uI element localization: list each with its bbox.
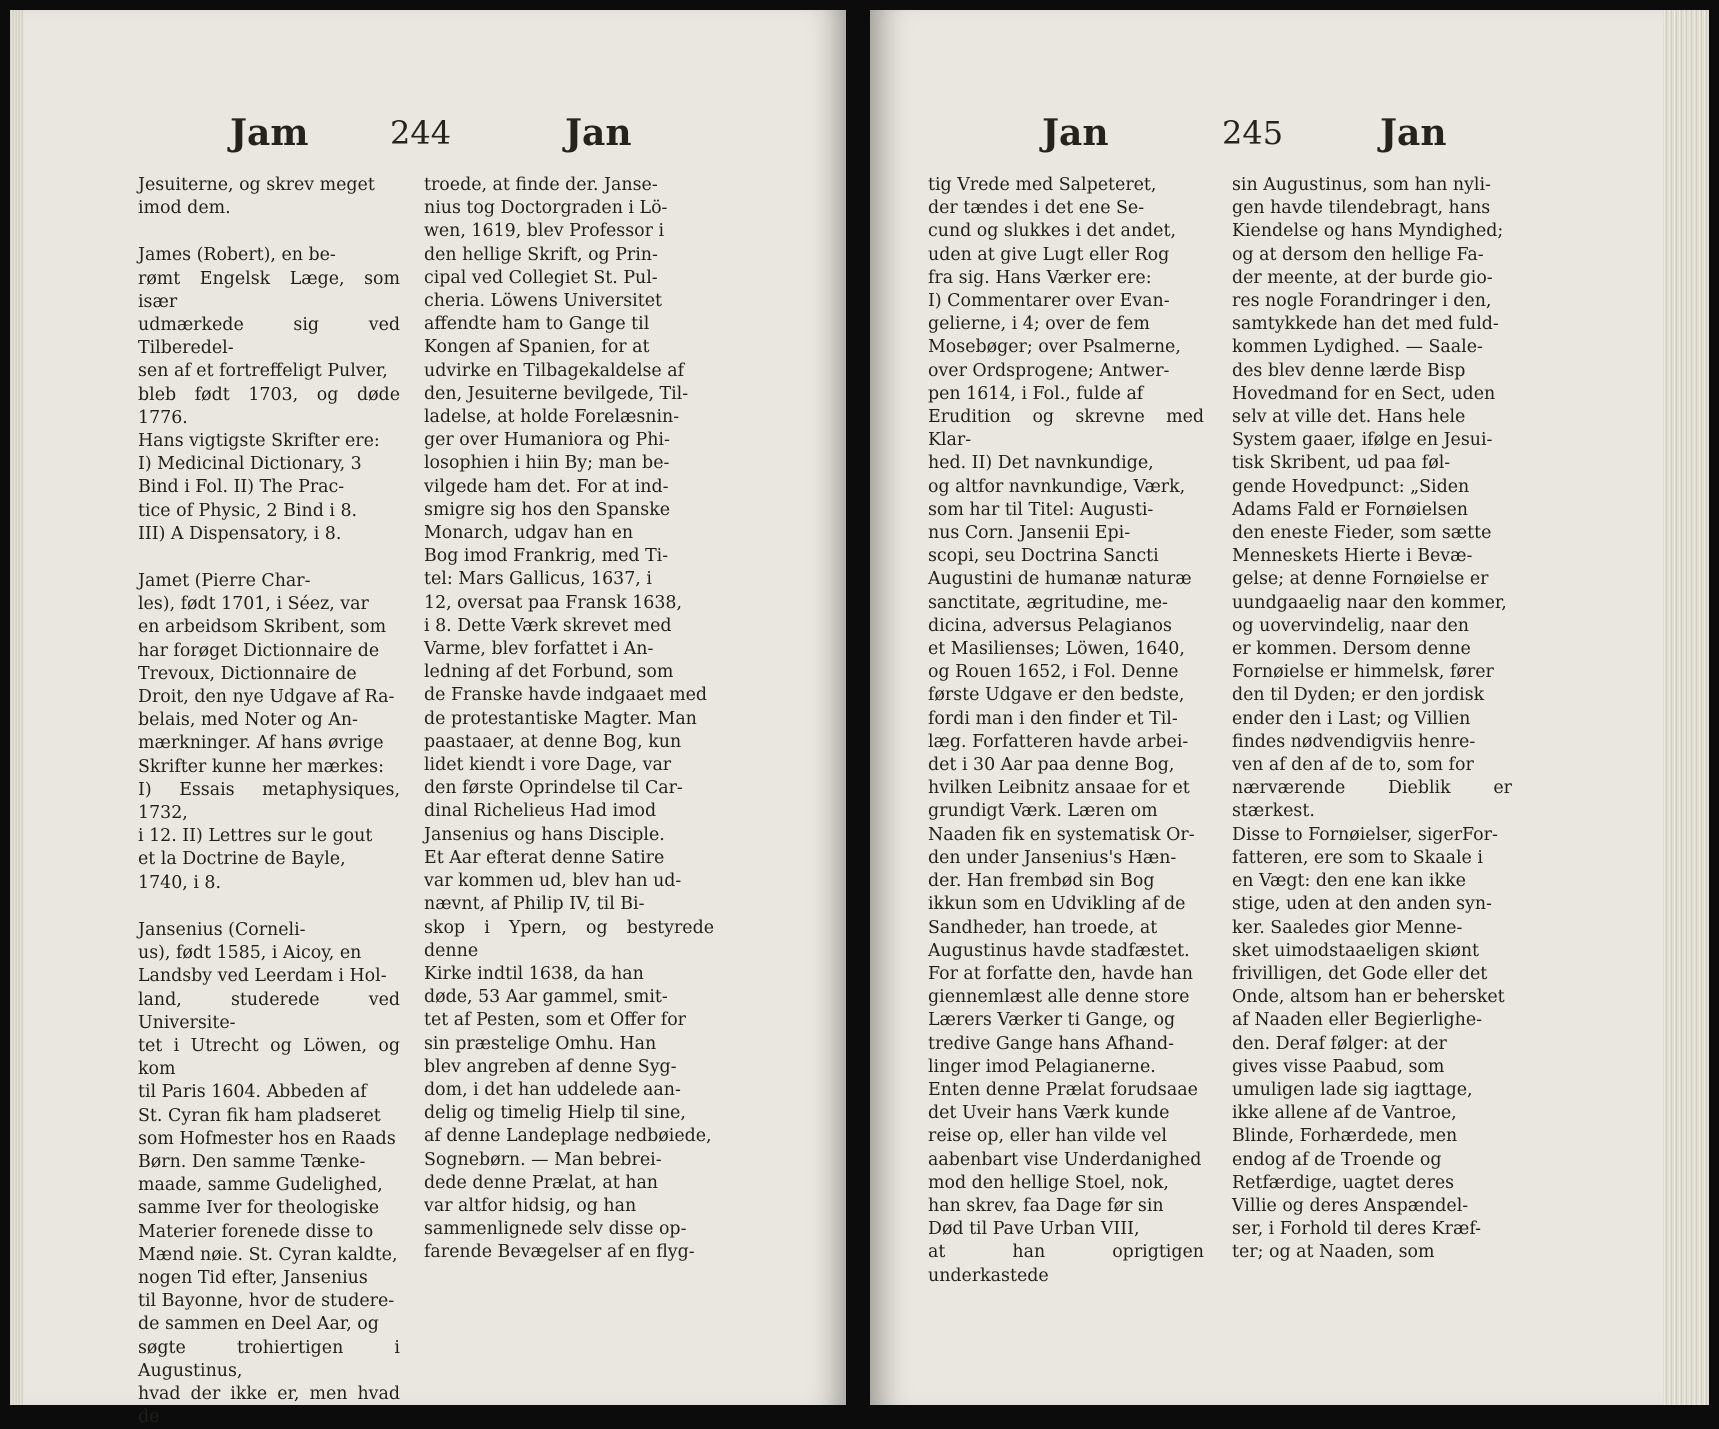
entry-jansenius-system: sin Augustinus, som han nyli- gen havde tilendebragt, hans Kiendelse og hans Myndighed; og at dersom den hellige Fa- der meente, at der burde gio- res nogle Forandringer i den, samtykkede han det med fuld- kommen Lydighed. — Saale- des blev denne lærde Bisp Hovedmand for en Sect, uden selv at ville det. Hans hele System gaaer, ifølge en Jesui- tisk Skribent, ud paa føl- gende Hovedpunct: „Siden Adams Fald er Fornøielsen den eneste Fieder, som sætte Menneskets Hierte i Bevæ- gelse; at denne Fornøielse er uundgaaelig naar den kommer, og uovervindelig, naar den er kommen. Dersom denne Fornøielse er himmelsk, fører den til Dyden; er den jordisk ender den i Last; og Villien findes nødvendigviis henre- ven af den af de to, som for nærværende Dieblik er stærkest. Disse to Fornøielser, sigerFor- fatteren, ere som to Skaale i en Vægt: den ene kan ikke stige, uden at den anden syn- ker. Saaledes gior Menne- sket uimodstaaeligen skiønt frivilligen, det Gode eller det Onde, altsom han er behersket af Naaden eller Begierlighe- den. Deraf følger: at der gives visse Paabud, som umuligen lade sig iagttage, ikke allene af de Vantroe, Blinde, Forhærdede, men endog af de Troende og Retfærdige, uagtet deres Villie og deres Anspændel- ser, i Forhold til deres Kræf- ter; og at Naaden, som — [1232, 175, 1512, 1263]
entry-jansenius-continued: troede, at finde der. Janse- nius tog Doctorgraden i Lö- wen, 1619, blev Professor i den hellige Skrift, og Prin- cipal ved Collegiet St. Pul- cheria. Löwens Universitet affendte ham to Gange til Kongen af Spanien, for at udvirke en Tilbagekaldelse af den, Jesuiterne bevilgede, Til- ladelse, at holde Forelæsnin- ger over Humaniora og Phi- losophien i hiin By; man be- vilgede ham det. For at ind- smigre sig hos den Spanske Monarch, udgav han en Bog imod Frankrig, med Ti- tel: Mars Gallicus, 1637, i 12, oversat paa Fransk 1638, i 8. Dette Værk skrevet med Varme, blev forfattet i An- ledning af det Forbund, som de Franske havde indgaaet med de protestantiske Magter. Man paastaaer, at denne Bog, kun lidet kiendt i vore Dage, var den første Oprindelse til Car- dinal Richelieus Had imod Jansenius og hans Disciple. Et Aar efterat denne Satire var kommen ud, blev han ud- nævnt, af Philip IV, til Bi- skop i Ypern, og bestyrede denne Kirke indtil 1638, da han døde, 53 Aar gammel, smit- tet af Pesten, som et Offer for sin præstelige Omhu. Han blev angreben af denne Syg- dom, i det han uddelede aan- delig og timelig Hielp til sine, af denne Landeplage nedbøiede, Sognebørn. — Man bebrei- dede denne Prælat, at han var altfor hidsig, og han sammenlignede selv disse op- farende Bevægelser af en flyg- — [424, 175, 714, 1263]
right-page-number: 245 — [1222, 114, 1284, 152]
left-page-column-1 — [138, 174, 400, 1428]
right-headword-left: Jan — [1042, 112, 1109, 154]
left-headword-left: Jam — [230, 112, 309, 154]
right-page-column-1 — [928, 174, 1204, 1286]
left-headword-right: Jan — [565, 112, 632, 154]
left-page — [10, 10, 846, 1428]
entry-jamet-pierre: Jamet (Pierre Char- les), født 1701, i Séez, var en arbeidsom Skribent, som har forøget Dictionnaire de Trevoux, Dictionnaire de Droit, den nye Udgave af Ra- belais, med Noter og An- mærkninger. Af hans øvrige Skrifter kunne her mærkes: I) Essais metaphysiques, 1732, i 12. II) Lettres sur le gout et la Doctrine de Bayle, 1740, i 8. — [138, 571, 400, 893]
entry-continuation: Jesuiterne, og skrev meget imod dem. — [138, 175, 375, 219]
right-page-column-2 — [1232, 174, 1512, 1263]
entry-james-robert: James (Robert), en be- rømt Engelsk Læge, som især udmærkede sig ved Tilberedel- sen af et fortreffeligt Pulver, bleb født 1703, og døde 1776. Hans vigtigste Skrifter ere: I) Medicinal Dictionary, 3 Bind i Fol. II) The Prac- tice of Physic, 2 Bind i 8. III) A Dispensatory, i 8. — [138, 245, 400, 544]
entry-jansenius-works: tig Vrede med Salpeteret, der tændes i det ene Se- cund og slukkes i det andet, uden at give Lugt eller Rog fra sig. Hans Værker ere: I) Commentarer over Evan- gelierne, i 4; over de fem Mosebøger; over Psalmerne, over Ordsprogene; Antwer- pen 1614, i Fol., fulde af Erudition og skrevne med Klar- hed. II) Det navnkundige, og altfor navnkundige, Værk, som har til Titel: Augusti- nus Corn. Jansenii Epi- scopi, seu Doctrina Sancti Augustini de humanæ naturæ sanctitate, ægritudine, me- dicina, adversus Pelagianos et Masilienses; Löwen, 1640, og Rouen 1652, i Fol. Denne første Udgave er den bedste, fordi man i den finder et Til- læg. Forfatteren havde arbei- det i 30 Aar paa denne Bog, hvilken Leibnitz ansaae for et grundigt Værk. Læren om Naaden fik en systematisk Or- den under Jansenius's Hæn- der. Han frembød sin Bog ikkun som en Udvikling af de Sandheder, han troede, at Augustinus havde stadfæstet. For at forfatte den, havde han giennemlæst alle denne store Lærers Værker ti Gange, og tredive Gange hans Afhand- linger imod Pelagianerne. Enten denne Prælat forudsaae det Uveir hans Værk kunde reise op, eller han vilde vel aabenbart vise Underdanighed mod den hellige Stoel, nok, han skrev, faa Dage før sin Død til Pave Urban VIII, at han oprigtigen underkastede — [928, 175, 1204, 1286]
left-running-head — [10, 112, 846, 162]
left-page-number: 244 — [390, 114, 452, 152]
left-page-column-2 — [424, 174, 714, 1263]
right-fore-edge — [1663, 10, 1709, 1405]
right-headword-right: Jan — [1380, 112, 1447, 154]
right-running-head — [870, 112, 1709, 162]
entry-jansenius: Jansenius (Corneli- us), født 1585, i Aicoy, en Landsby ved Leerdam i Hol- land, studerede ved Universite- tet i Utrecht og Löwen, og kom til Paris 1604. Abbeden af St. Cyran fik ham pladseret som Hofmester hos en Raads Børn. Den samme Tænke- maade, samme Gudelighed, samme Iver for theologiske Materier forenede disse to Mænd nøie. St. Cyran kaldte, nogen Tid efter, Jansenius til Bayonne, hvor de studere- de sammen en Deel Aar, og søgte trohiertigen i Augustinus, hvad der ikke er, men hvad de — [138, 919, 400, 1428]
right-page — [870, 10, 1709, 1405]
left-fore-edge — [10, 10, 24, 1405]
